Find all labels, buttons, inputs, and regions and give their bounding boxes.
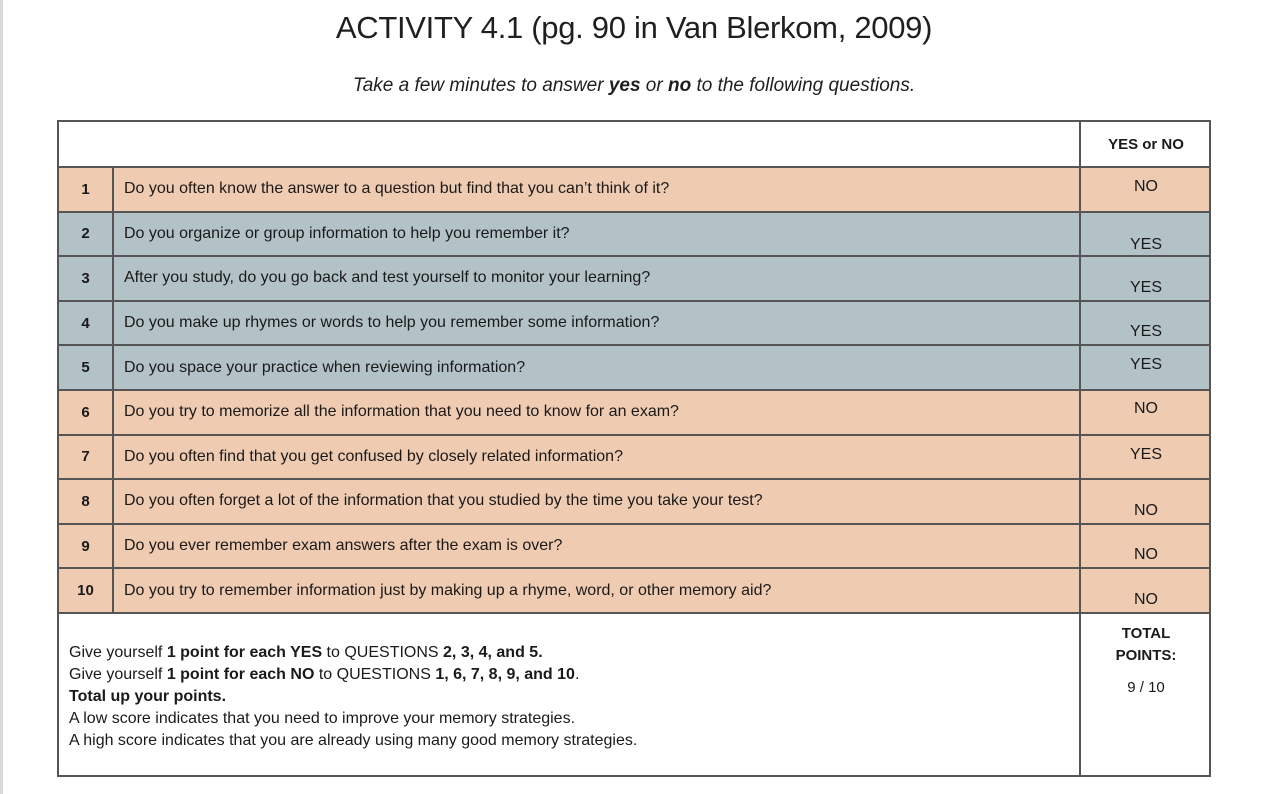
question-text: Do you organize or group information to help you remember it? [124,224,570,242]
scoring-line-low: A low score indicates that you need to improve your memory strategies. [69,710,576,727]
answer-cell: YES [1079,213,1211,256]
questionnaire-table [57,120,1211,777]
footer-bold: 1, 6, 7, 8, 9, and 10 [435,666,575,683]
question-text: Do you try to remember information just by making up a rhyme, word, or other memory aid? [124,581,772,599]
question-text: Do you space your practice when reviewing information? [124,358,526,376]
answer-cell: YES [1079,346,1211,389]
footer-text: Give yourself [69,644,167,661]
table-row [59,480,1209,525]
question-number: 10 [59,569,114,612]
answer-cell: NO [1079,525,1211,568]
answer-cell: NO [1079,569,1211,612]
table-header-row [59,122,1209,168]
total-label-line: POINTS: [1115,647,1177,664]
question-text: Do you try to memorize all the information that you need to know for an exam? [124,403,679,421]
scoring-line-high: A high score indicates that you are already using many good memory strategies. [69,732,638,749]
subtitle-no: no [667,75,692,96]
question-text: After you study, do you go back and test yourself to monitor your learning? [124,269,651,287]
answer-cell: NO [1079,168,1211,211]
answer-cell: NO [1079,480,1211,523]
page-title: ACTIVITY 4.1 (pg. 90 in Van Blerkom, 2009) [335,10,933,45]
question-number: 6 [59,391,114,434]
question-number: 1 [59,168,114,211]
subtitle-text-1: Take a few minutes to answer [352,75,609,96]
total-score: 9 / 10 [1127,679,1165,696]
answer-cell: YES [1079,302,1211,345]
table-row [59,525,1209,570]
question-number: 7 [59,436,114,479]
table-row [59,213,1209,258]
footer-bold: Total up your points. [69,688,227,705]
subtitle-yes: yes [608,75,641,96]
footer-bold: 1 point for each NO [166,666,315,683]
table-row [59,391,1209,436]
question-text: Do you often forget a lot of the information that you studied by the time you take your test? [124,492,763,510]
answer-cell: NO [1079,391,1211,434]
question-text: Do you ever remember exam answers after the exam is over? [124,537,563,555]
answer-cell: YES [1079,257,1211,300]
subtitle-text-2: or [640,75,668,96]
question-number: 9 [59,525,114,568]
footer-bold: 1 point for each YES [166,644,323,661]
scoring-line-no [69,664,637,686]
total-points-cell [1079,614,1211,775]
question-number: 5 [59,346,114,389]
question-text: Do you make up rhymes or words to help you remember some information? [124,314,660,332]
footer-text: Give yourself [69,666,167,683]
table-row [59,168,1209,213]
question-number: 4 [59,302,114,345]
question-text: Do you often find that you get confused by closely related information? [124,447,623,465]
table-row [59,569,1209,614]
page-edge [0,0,3,794]
scoring-footer [59,614,1209,775]
table-row [59,257,1209,302]
table-row [59,436,1209,481]
answer-column-header: YES or NO [1079,122,1211,166]
table-row [59,346,1209,391]
table-row [59,302,1209,347]
total-label-line: TOTAL [1121,625,1171,642]
footer-text: to QUESTIONS [322,644,444,661]
page-subtitle [0,75,1261,97]
question-number: 3 [59,257,114,300]
question-number: 2 [59,213,114,256]
answer-cell: YES [1079,436,1211,479]
footer-text: to QUESTIONS [314,666,436,683]
total-points-label [1081,623,1211,667]
footer-bold: 2, 3, 4, and 5. [443,644,543,661]
question-text: Do you often know the answer to a question but find that you can’t think of it? [124,180,670,198]
scoring-line-yes [69,642,637,664]
scoring-line-total [69,686,637,708]
scoring-instructions [69,642,637,752]
subtitle-text-3: to the following questions. [691,75,916,96]
question-number: 8 [59,480,114,523]
footer-text: . [574,666,580,683]
